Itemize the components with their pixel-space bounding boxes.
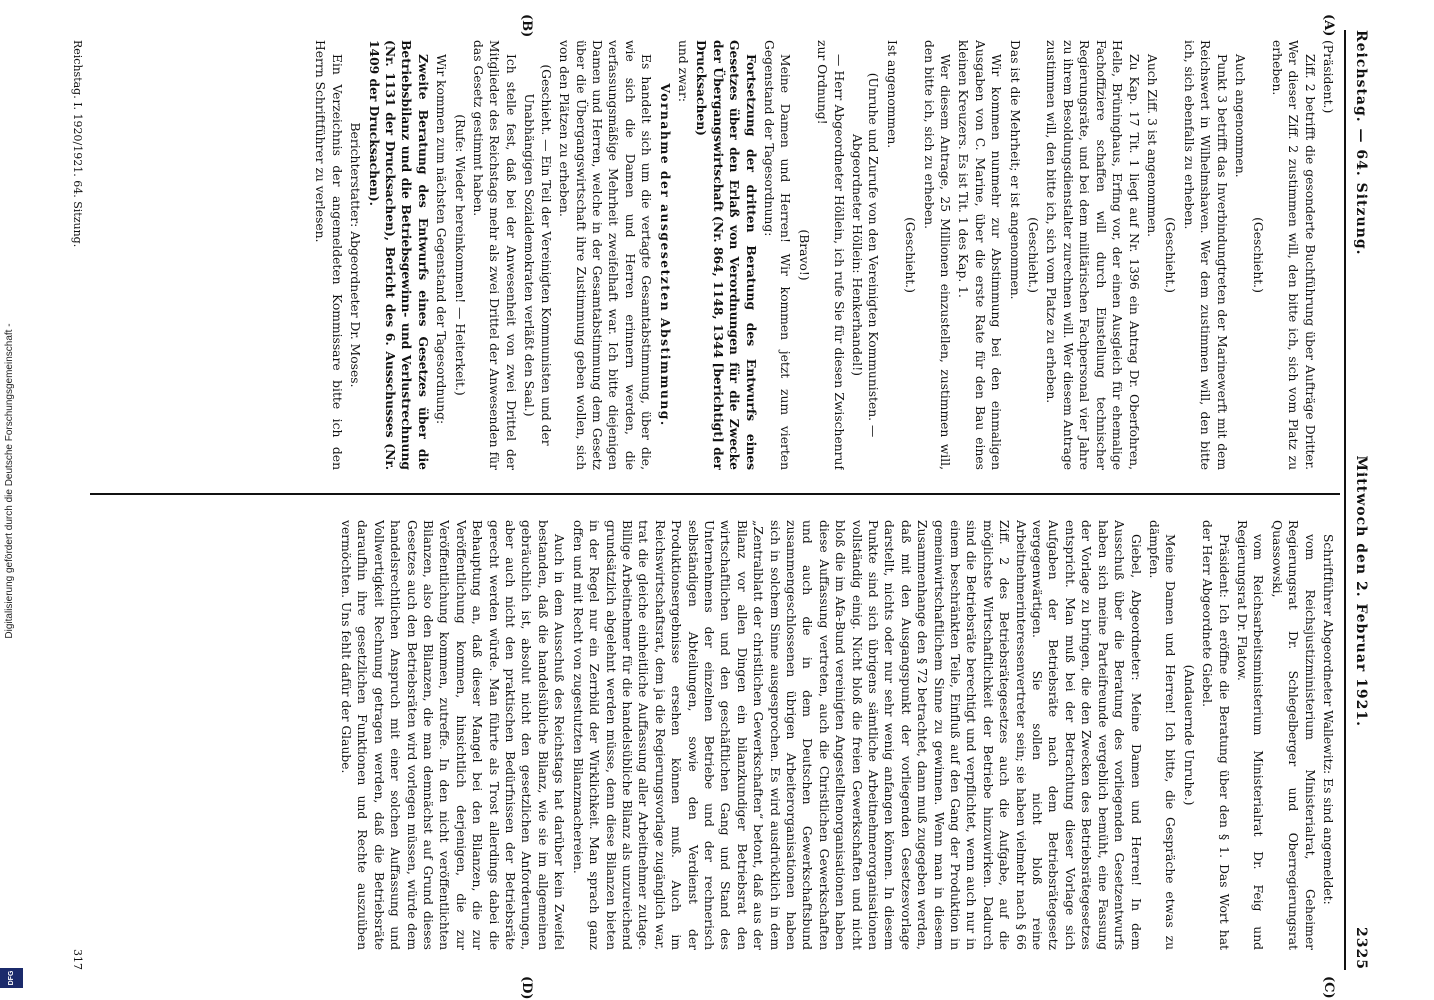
- paragraph: Ich stelle fest, daß bei der Anwesenheit von zwei Drittel der Mitglieder des Reichstags mehr als zwei Drittel der Anwesenden für das Gesetz gestimmt haben.: [471, 40, 518, 470]
- paragraph: und zwar:: [675, 40, 690, 102]
- dfg-logo: DFG: [0, 968, 23, 988]
- paragraph: (Bravo!): [796, 229, 811, 281]
- right-column: [96, 520, 1336, 950]
- column-divider: [90, 493, 1340, 495]
- header-date: Mittwoch den 2. Februar 1921.: [1353, 455, 1369, 728]
- paragraph: Wer diesem Antrage, 25 Millionen einzustellen, zustimmen will, den bitte ich, sich zu erheben.: [921, 40, 953, 470]
- paragraph: Ziff. 2 betrifft die gesonderte Buchführung über Aufträge Dritter. Wer dieser Ziff. 2 zustimmen will, den bitte ich, sich vom Platz zu erheben.: [1269, 40, 1317, 470]
- document-page: [54, 0, 1384, 1000]
- paragraph: Punkt 3 betrifft das Inverbindungtreten der Marinewerft mit dem Reichswert in Wilhelmshaven. Wer dem zustimmen will, den bitte ich, sich ebenfalls zu erheben.: [1181, 40, 1229, 470]
- paragraph: Giebel, Abgeordneter: Meine Damen und Herren! In dem Ausschuß über die Beratung des vorliegenden Gesetzentwurfs haben sich meine Parteifreunde vergeblich bemüht, eine Fassung der Vorlage zu bringen, die den Zwecken des Betriebsrätegesetzes entspricht. Man muß bei der Betrachtung dieser Vorlage sich Aufgaben der Betriebsräte nach dem Betriebsrätegesetz vergegenwärtigen. Sie sollen nicht bloß reine Arbeitnehmerinteressenvertreter sein; sie haben vielmehr nach § 66 Ziff. 2 des Betriebsrätegesetzes auch die Aufgabe, auf die möglichste Wirtschaftlichkeit der Betriebe hinzuwirken. Dadurch sind die Betriebsräte berechtigt und verpflichtet, wenn auch nur in einem beschränkten Teile, Einfluß auf den Gang der Produktion in gemeinwirtschaftlichem Sinne zu gewinnen. Wenn man in diesem Zusammenhange den § 72 betrachtet, dann muß zugegeben werden, daß mit den Ausgangspunkt der vorliegenden Gesetzesvorlage darstellt, nichts oder nur sehr wenig anfangen können. In diesem Punkte sind sich übrigens sämtliche Arbeitnehmerorganisationen vollständig einig. Nicht bloß die freien Gewerkschaften und nicht bloß die im Afa-Bund vereinigten Angestelltenorganisationen haben diese Auffassung vertreten, auch die Christlichen Gewerkschaften und auch die in dem Deutschen Gewerkschaftsbund zusammengeschlossenen übrigen Arbeiterorganisationen haben sich in solchem Sinne ausgesprochen. Es wird ausdrücklich in dem „Zentralblatt der christlichen Gewerkschaften“ betont, daß aus der Bilanz vor allen Dingen ein bilanzkundiger Betriebsrat den wirtschaftlichen und den geschäftlichen Gang und Stand des Unternehmens der einzelnen Betriebe und der rechnerisch selbständigen Abteilungen, sowie den Verdienst der Produktionsergebnisse ersehen können muß. Auch im Reichswirtschaftsrat, dem ja die Regierungsvorlage zugänglich war, trat die gleiche einheitliche Auffassung aller Arbeitnehmer zutage. Billige Arbeitnehmer für die handelsübliche Bilanz als unzureichend grundsätzlich abgelehnt werden müsse, denn diese Bilanzen bieten in der Regel nur ein Zerrbild der Wirklichkeit. Man sprach ganz offen und mit Recht von zugestutzten Bilanzmachereien.: [570, 520, 1143, 950]
- page-number: 2325: [1353, 927, 1369, 970]
- paragraph: Das ist die Mehrheit; er ist angenommen.: [1007, 40, 1022, 300]
- paragraph: Zweite Beratung des Entwurfs eines Gesetzes über die Betriebsbilanz und die Betriebsgewinn- und Verlustrechnung (Nr. 1131 der Drucksachen), Bericht des 6. Ausschusses (Nr. 1409 der Drucksachen).: [366, 40, 431, 470]
- paragraph: Fortsetzung der dritten Beratung des Entwurfs eines Gesetzes über den Erlaß von Verordnungen für die Zwecke der Übergangswirtschaft (Nr. 864, 1148, 1344 [berichtigt] der Drucksachen): [694, 40, 759, 470]
- page-footer: [64, 40, 84, 970]
- digitization-credit: Digitalisierung gefördert durch die Deutsche Forschungsgemeinschaft -: [4, 323, 15, 639]
- paragraph: Es handelt sich um die vertagte Gesamtabstimmung, über die, wie sich die Damen und Herren erinnern werden, die verfassungsmäßige Mehrheit zweifelhaft war. Ich bitte diejenigen Damen und Herren, welche in der Gesamtabstimmung dem Gesetz über die Übergangswirtschaft ihre Zustimmung geben wollen, sich von den Plätzen zu erheben.: [557, 40, 654, 470]
- paragraph: (Unruhe und Zurufe von den Vereinigten Kommunisten. — Abgeordneter Höllein: Henkerhandel!): [850, 72, 881, 438]
- margin-mark-b: (B): [519, 14, 534, 38]
- paragraph: (Geschieht.): [1026, 217, 1041, 293]
- header-left: Reichstag. — 64. Sitzung.: [1353, 30, 1369, 256]
- margin-mark-d: (D): [519, 976, 534, 1000]
- paragraph: Präsident: Ich eröffne die Beratung über den § 1. Das Wort hat der Herr Abgeordnete Giebel.: [1200, 520, 1231, 950]
- margin-mark-c: (C): [1321, 976, 1336, 999]
- paragraph: Zu Kap. 17 Tit. 1 liegt auf Nr. 1396 ein Antrag Dr. Oberfohren, Helle, Brüninghaus, Erfing vor, der einen Ausgleich für ehemalige Fachoffiziere schaffen will durch Einstellung technischer Regierungsräte, und bei dem militärischen Fachpersonal vier Jahre zu ihrem Besoldungsdienstalter zurechnen will. Wer diesem Antrage zustimmen will, den bitte ich, sich vom Platze zu erheben.: [1044, 40, 1141, 470]
- paragraph: (Rufe: Wieder hereinkommen! — Heiterkeit.): [452, 114, 467, 396]
- footer-page-number: 317: [71, 949, 84, 970]
- paragraph: — Herr Abgeordneter Höllein, ich rufe Sie für diesen Zwischenruf zur Ordnung!: [815, 40, 846, 470]
- paragraph: (Geschieht.): [1163, 217, 1178, 293]
- paragraph: Wir kommen nunmehr zur Abstimmung bei den einmaligen Ausgaben von C. Marine, über die erste Rate für den Bau eines kleinen Kreuzers. Es ist Tit. 1 des Kap. 1.: [956, 40, 1004, 470]
- paragraph: vom Reichsarbeitsministerium Ministerialrat Dr. Feig und Regierungsrat Dr. Flatow.: [1234, 520, 1266, 950]
- paragraph: vom Reichsjustizministerium Ministerialrat, Geheimer Regierungsrat Dr. Schlegelberger und Oberregierungsrat Quassowski,: [1269, 520, 1317, 950]
- paragraph: Schriftführer Abgeordneter Wallewitz: Es sind angemeldet:: [1321, 534, 1335, 905]
- paragraph: Ein Verzeichnis der angemeldeten Kommissare bitte ich den Herrn Schriftführer zu verlesen.: [313, 40, 344, 470]
- paragraph: Meine Damen und Herren! Wir kommen jetzt zum vierten Gegenstand der Tagesordnung:: [762, 40, 793, 470]
- paragraph: (Geschieht.): [1251, 217, 1266, 293]
- paragraph: Wir kommen zum nächsten Gegenstand der Tagesordnung:: [434, 54, 449, 425]
- page-header: [1344, 30, 1376, 970]
- paragraph: Vornahme der ausgesetzten Abstimmung.: [657, 83, 673, 427]
- paragraph: Ist angenommen.: [884, 40, 899, 149]
- paragraph: Auch angenommen.: [1232, 54, 1247, 178]
- paragraph: Meine Damen und Herren! Ich bitte, die Gespräche etwas zu dämpfen.: [1146, 520, 1178, 950]
- paragraph: (Präsident.): [1321, 40, 1335, 114]
- paragraph: (Andauernde Unruhe.): [1181, 664, 1196, 806]
- footer-left: Reichstag. I. 1920/1921. 64. Sitzung.: [71, 40, 84, 248]
- paragraph: Auch in dem Ausschuß des Reichstags hat darüber kein Zweifel bestanden, daß die handelsübliche Bilanz, wie sie im allgemeinen gebräuchlich ist, absolut nicht den gesetzlichen Anforderungen, aber auch nicht den praktischen Bedürfnissen der Betriebsräte gerecht werden würde. Man führte als Trost allerdings dabei die Behauptung an, daß dieser Mangel bei den Bilanzen, die zur Veröffentlichung kommen, hinsichtlich derjenigen, die zur Veröffentlichung kommen, zutreffe. In den nicht veröffentlichten Bilanzen, also den Bilanzen, die man demnächst auf Grund dieses Gesetzes auch den Betriebsräten wird vorlegen müssen, würde dem handelsrechtlichen Anspruch mit einer solchen Auffassung und Vollwertigkeit Rechnung getragen werden, daß die Betriebsräte daraufhin ihre gesetzlichen Funktionen und Rechte auszuüben vermöchten. Uns fehlt dafür der Glaube.: [339, 520, 567, 950]
- left-column: [96, 40, 1336, 470]
- paragraph: (Geschieht. — Ein Teil der Vereinigten Kommunisten und der Unabhängigen Sozialdemokraten verläßt den Saal.): [522, 64, 553, 446]
- paragraph: (Geschieht.): [903, 217, 918, 293]
- paragraph: Berichterstatter: Abgeordneter Dr. Moses.: [348, 122, 363, 388]
- paragraph: Auch Ziff. 3 ist angenommen.: [1144, 54, 1159, 238]
- margin-mark-a: (A): [1321, 14, 1336, 37]
